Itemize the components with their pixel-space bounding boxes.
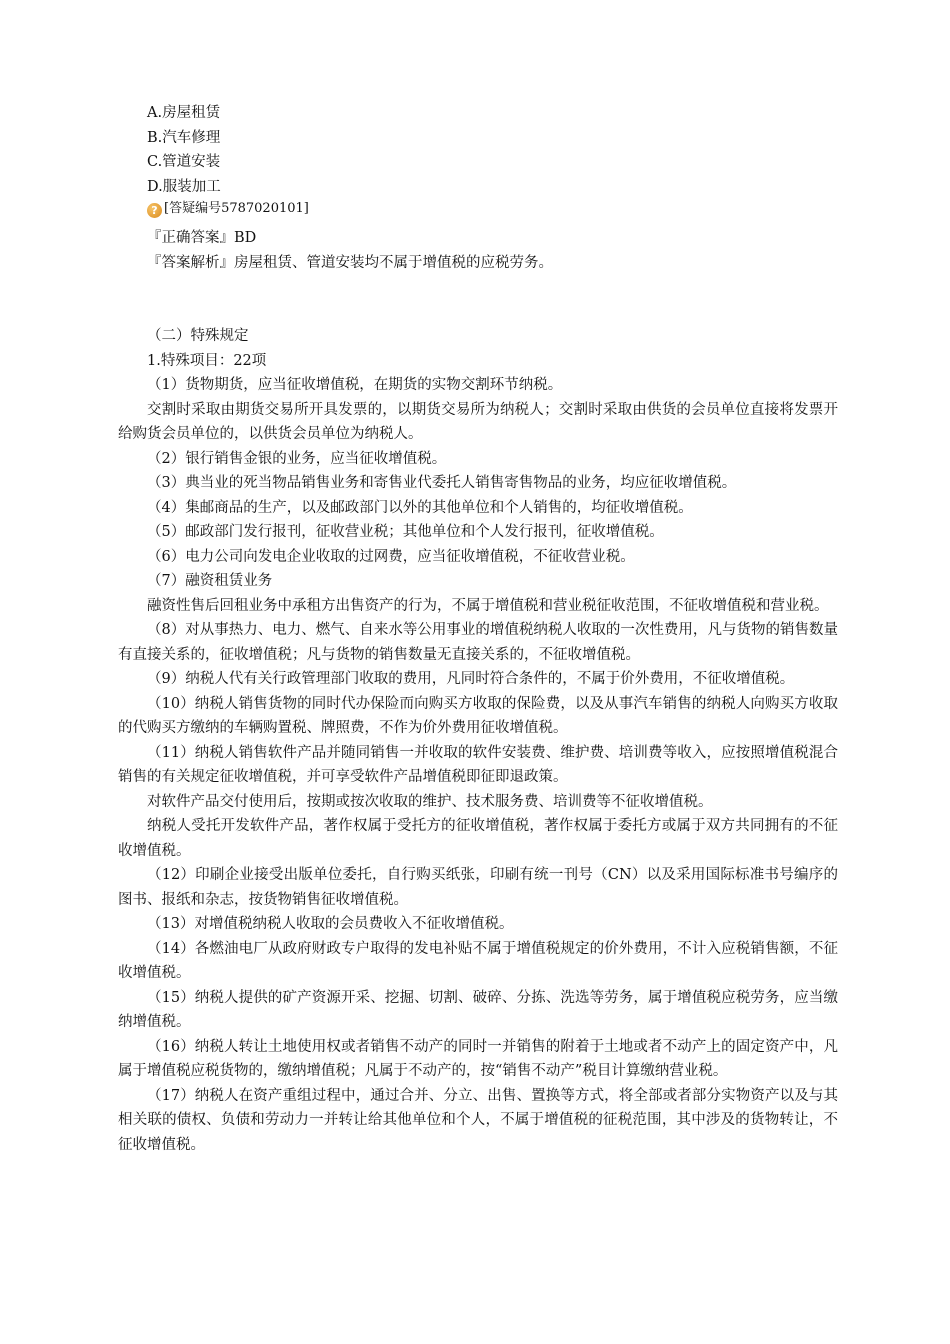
paragraph: （3）典当业的死当物品销售业务和寄售业代委托人销售寄售物品的业务，均应征收增值税。 bbox=[147, 475, 737, 491]
paragraph: （2）银行销售金银的业务，应当征收增值税。 bbox=[147, 450, 447, 467]
paragraph: （14）各燃油电厂从政府财政专户取得的发电补贴不属于增值税规定的价外费用，不计入应税销售额，不征收增值税。 bbox=[118, 940, 838, 981]
answer-block bbox=[147, 226, 553, 275]
paragraph: 对软件产品交付使用后，按期或按次收取的维护、技术服务费、培训费等不征收增值税。 bbox=[147, 793, 713, 810]
paragraph: （1）货物期货，应当征收增值税，在期货的实物交割环节纳税。 bbox=[147, 377, 563, 393]
paragraph: 融资性售后回租业务中承租方出售资产的行为，不属于增值税和营业税征收范围，不征收增值税和营业税。 bbox=[147, 597, 829, 614]
paragraph: （5）邮政部门发行报刊，征收营业税；其他单位和个人发行报刊，征收增值税。 bbox=[147, 524, 664, 540]
option-a: A.房屋租赁 bbox=[147, 105, 221, 121]
correct-answer: 『正确答案』BD bbox=[147, 230, 257, 246]
paragraph: （12）印刷企业接受出版单位委托，自行购买纸张，印刷有统一刊号（CN）以及采用国际标准书号编序的图书、报纸和杂志，按货物销售征收增值税。 bbox=[118, 867, 838, 908]
option-c: C.管道安装 bbox=[147, 154, 221, 170]
paragraph: （10）纳税人销售货物的同时代办保险而向购买方收取的保险费，以及从事汽车销售的纳税人向购买方收取的代购买方缴纳的车辆购置税、牌照费，不作为价外费用征收增值税。 bbox=[118, 695, 838, 736]
paragraph: 纳税人受托开发软件产品，著作权属于受托方的征收增值税，著作权属于委托方或属于双方共同拥有的不征收增值税。 bbox=[118, 818, 838, 859]
paragraph: （15）纳税人提供的矿产资源开采、挖掘、切割、破碎、分拣、洗选等劳务，属于增值税应税劳务，应当缴纳增值税。 bbox=[118, 989, 838, 1030]
paragraph: （17）纳税人在资产重组过程中，通过合并、分立、出售、置换等方式，将全部或者部分实物资产以及与其相关联的债权、负债和劳动力一并转让给其他单位和个人，不属于增值税的征税范围，其中涉及的货物转让，不征收增值税。 bbox=[118, 1087, 838, 1153]
paragraph: （11）纳税人销售软件产品并随同销售一并收取的软件安装费、维护费、培训费等收入，应按照增值税混合销售的有关规定征收增值税，并可享受软件产品增值税即征即退政策。 bbox=[118, 744, 838, 785]
paragraph: 交割时采取由期货交易所开具发票的，以期货交易所为纳税人；交割时采取由供货的会员单位直接将发票开给购货会员单位的，以供货会员单位为纳税人。 bbox=[118, 401, 838, 442]
qa-reference[interactable] bbox=[147, 199, 309, 219]
paragraph: （16）纳税人转让土地使用权或者销售不动产的同时一并销售的附着于土地或者不动产上的固定资产中，凡属于增值税应税货物的，缴纳增值税；凡属于不动产的，按“销售不动产”税目计算缴纳营业税。 bbox=[118, 1038, 838, 1079]
paragraph: （8）对从事热力、电力、燃气、自来水等公用事业的增值税纳税人收取的一次性费用，凡与货物的销售数量有直接关系的，征收增值税；凡与货物的销售数量无直接关系的，不征收增值税。 bbox=[118, 622, 838, 663]
answer-options bbox=[147, 101, 221, 199]
option-b: B.汽车修理 bbox=[147, 129, 221, 146]
paragraph: （6）电力公司向发电企业收取的过网费，应当征收增值税，不征收营业税。 bbox=[147, 548, 635, 565]
paragraph: （9）纳税人代有关行政管理部门收取的费用，凡同时符合条件的，不属于价外费用，不征收增值税。 bbox=[147, 671, 795, 687]
document-body bbox=[118, 324, 838, 1157]
answer-analysis: 『答案解析』房屋租赁、管道安装均不属于增值税的应税劳务。 bbox=[147, 254, 553, 271]
paragraph: （7）融资租赁业务 bbox=[147, 573, 273, 589]
question-mark-icon: ? bbox=[147, 203, 162, 218]
section-subheading: 1.特殊项目：22项 bbox=[147, 352, 267, 369]
paragraph: （4）集邮商品的生产，以及邮政部门以外的其他单位和个人销售的，均征收增值税。 bbox=[147, 499, 693, 516]
section-heading: （二）特殊规定 bbox=[147, 328, 249, 344]
option-d: D.服装加工 bbox=[147, 178, 221, 195]
paragraph: （13）对增值税纳税人收取的会员费收入不征收增值税。 bbox=[147, 916, 514, 932]
qa-reference-text: [答疑编号5787020101] bbox=[164, 201, 309, 216]
